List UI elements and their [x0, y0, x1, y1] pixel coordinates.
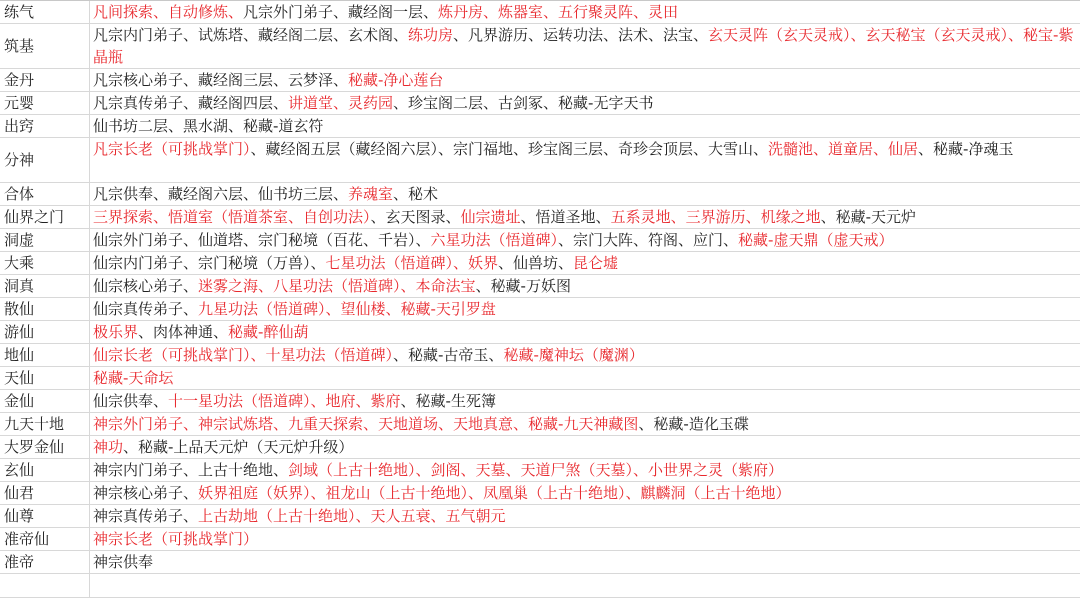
feature-text: 凡宗供奉、藏经阁六层、仙书坊三层、	[93, 185, 349, 203]
highlighted-feature-text: 五系灵地、三界游历、机缘之地	[610, 208, 821, 226]
feature-text: 仙宗内门弟子、宗门秘境（万兽）、	[93, 254, 326, 272]
feature-text: 神宗供奉	[93, 553, 154, 571]
realm-cell[interactable]: 游仙	[0, 321, 90, 343]
feature-text: 、藏经阁五层（藏经阁六层）、宗门福地、珍宝阁三层、奇珍会顶层、大雪山、	[250, 140, 769, 158]
realm-cell[interactable]: 分神	[0, 138, 90, 182]
table-row[interactable]	[0, 69, 1080, 92]
unlock-content-cell[interactable]	[90, 413, 1080, 435]
feature-text: 、秘藏-净魂玉	[918, 140, 1014, 158]
unlock-content-cell[interactable]	[90, 24, 1080, 68]
unlock-content-cell[interactable]	[90, 436, 1080, 458]
feature-text: 仙宗真传弟子、	[93, 300, 199, 318]
feature-text: 、肉体神通、	[138, 323, 229, 341]
highlighted-feature-text: 养魂室	[348, 185, 394, 203]
highlighted-feature-text: 凡宗长老（可挑战掌门）	[93, 140, 251, 158]
unlock-content-cell[interactable]	[90, 367, 1080, 389]
highlighted-feature-text: 仙宗遗址	[460, 208, 521, 226]
highlighted-feature-text: 十一星功法（悟道碑）、地府、紫府	[168, 392, 401, 410]
empty-table-row[interactable]	[0, 574, 1080, 598]
table-row[interactable]	[0, 138, 1080, 183]
table-row[interactable]	[0, 1, 1080, 24]
feature-text: 、珍宝阁二层、古剑冢、秘藏-无字天书	[393, 94, 654, 112]
realm-cell[interactable]: 金丹	[0, 69, 90, 91]
unlock-content-cell[interactable]	[90, 69, 1080, 91]
table-row[interactable]	[0, 321, 1080, 344]
realm-cell[interactable]: 合体	[0, 183, 90, 205]
table-row[interactable]	[0, 115, 1080, 138]
realm-cell[interactable]: 筑基	[0, 24, 90, 68]
feature-text: 、秘藏-上品天元炉（天元炉升级）	[123, 438, 354, 456]
feature-text: 、秘藏-造化玉碟	[638, 415, 749, 433]
unlock-content-cell[interactable]	[90, 1, 1080, 23]
unlock-content-cell[interactable]	[90, 321, 1080, 343]
realm-cell[interactable]: 准帝	[0, 551, 90, 573]
realm-cell[interactable]: 洞虚	[0, 229, 90, 251]
unlock-content-cell[interactable]	[90, 298, 1080, 320]
feature-text: 凡宗真传弟子、藏经阁四层、	[93, 94, 289, 112]
feature-text: 、仙兽坊、	[498, 254, 574, 272]
table-row[interactable]	[0, 459, 1080, 482]
feature-text: 仙宗外门弟子、仙道塔、宗门秘境（百花、千岩）、	[93, 231, 431, 249]
highlighted-feature-text: 玄天灵阵（玄天灵戒）、玄天秘宝（玄天灵戒）、秘宝-紫晶瓶	[93, 26, 1074, 66]
unlock-content-cell[interactable]	[90, 459, 1080, 481]
feature-text: 、凡界游历、运转功法、法术、法宝、	[453, 26, 709, 44]
feature-text: 仙宗核心弟子、	[93, 277, 199, 295]
feature-text: 、秘藏-生死簿	[400, 392, 496, 410]
highlighted-feature-text: 秘藏-醉仙葫	[228, 323, 309, 341]
unlock-content-cell[interactable]	[90, 138, 1080, 182]
unlock-content-cell[interactable]	[90, 229, 1080, 251]
unlock-content-cell[interactable]	[90, 206, 1080, 228]
realm-cell[interactable]: 金仙	[0, 390, 90, 412]
highlighted-feature-text: 剑域（上古十绝地）、剑阁、天墓、天道尸煞（天墓）、小世界之灵（紫府）	[288, 461, 784, 479]
unlock-content-cell[interactable]	[90, 252, 1080, 274]
realm-cell[interactable]: 玄仙	[0, 459, 90, 481]
feature-text: 仙书坊二层、黑水湖、秘藏-道玄符	[93, 117, 324, 135]
unlock-content-cell[interactable]	[90, 344, 1080, 366]
realm-cell[interactable]: 仙界之门	[0, 206, 90, 228]
table-row[interactable]	[0, 551, 1080, 574]
table-row[interactable]	[0, 390, 1080, 413]
feature-text: 凡宗外门弟子、藏经阁一层、	[243, 3, 439, 21]
feature-text: 神宗真传弟子、	[93, 507, 199, 525]
highlighted-feature-text: 神宗外门弟子、神宗试炼塔、九重天探索、天地道场、天地真意、秘藏-九天神藏图	[93, 415, 639, 433]
table-row[interactable]	[0, 183, 1080, 206]
feature-text: 、秘术	[393, 185, 439, 203]
highlighted-feature-text: 神宗长老（可挑战掌门）	[93, 530, 259, 548]
highlighted-feature-text: 上古劫地（上古十绝地）、天人五衰、五气朝元	[198, 507, 506, 525]
highlighted-feature-text: 九星功法（悟道碑）、望仙楼、秘藏-天引罗盘	[198, 300, 496, 318]
feature-text: 神宗核心弟子、	[93, 484, 199, 502]
table-row[interactable]	[0, 367, 1080, 390]
feature-text: 凡宗核心弟子、藏经阁三层、云梦泽、	[93, 71, 349, 89]
highlighted-feature-text: 神功	[93, 438, 124, 456]
realm-cell[interactable]: 地仙	[0, 344, 90, 366]
table-row[interactable]	[0, 344, 1080, 367]
feature-text: 凡宗内门弟子、试炼塔、藏经阁二层、玄术阁、	[93, 26, 409, 44]
highlighted-feature-text: 妖界祖庭（妖界）、祖龙山（上古十绝地）、凤凰巢（上古十绝地）、麒麟洞（上古十绝地）	[198, 484, 791, 502]
feature-text: 、悟道圣地、	[520, 208, 611, 226]
realm-cell[interactable]: 大罗金仙	[0, 436, 90, 458]
feature-text: 、玄天图录、	[370, 208, 461, 226]
highlighted-feature-text: 洗髓池、道童居、仙居	[768, 140, 919, 158]
realm-cell[interactable]: 大乘	[0, 252, 90, 274]
highlighted-feature-text: 讲道堂、灵药园	[288, 94, 394, 112]
highlighted-feature-text: 六星功法（悟道碑）	[430, 231, 559, 249]
highlighted-feature-text: 秘藏-魔神坛（魔渊）	[503, 346, 644, 364]
table-row[interactable]	[0, 229, 1080, 252]
unlock-content-cell[interactable]	[90, 528, 1080, 550]
unlock-content-cell[interactable]	[90, 505, 1080, 527]
highlighted-feature-text: 秘藏-虚天鼎（虚天戒）	[738, 231, 894, 249]
unlock-content-cell[interactable]	[90, 92, 1080, 114]
highlighted-feature-text: 练功房	[408, 26, 454, 44]
table-row[interactable]	[0, 528, 1080, 551]
unlock-content-cell[interactable]	[90, 183, 1080, 205]
table-row[interactable]	[0, 92, 1080, 115]
table-row[interactable]	[0, 275, 1080, 298]
unlock-content-cell[interactable]	[90, 115, 1080, 137]
feature-text: 、秘藏-古帝玉、	[393, 346, 504, 364]
realm-cell[interactable]: 散仙	[0, 298, 90, 320]
realm-cell[interactable]: 九天十地	[0, 413, 90, 435]
highlighted-feature-text: 三界探索、悟道室（悟道茶室、自创功法）	[93, 208, 371, 226]
table-row[interactable]	[0, 482, 1080, 505]
highlighted-feature-text: 迷雾之海、八星功法（悟道碑）、本命法宝	[198, 277, 476, 295]
realm-cell[interactable]: 仙尊	[0, 505, 90, 527]
table-row[interactable]	[0, 436, 1080, 459]
realm-cell[interactable]: 准帝仙	[0, 528, 90, 550]
unlock-content-cell[interactable]	[90, 390, 1080, 412]
table-row[interactable]	[0, 206, 1080, 229]
unlock-content-cell[interactable]	[90, 551, 1080, 573]
table-row[interactable]	[0, 298, 1080, 321]
highlighted-feature-text: 仙宗长老（可挑战掌门）、十星功法（悟道碑）	[93, 346, 394, 364]
realm-cell[interactable]: 出窍	[0, 115, 90, 137]
realm-cell[interactable]: 洞真	[0, 275, 90, 297]
highlighted-feature-text: 七星功法（悟道碑）、妖界	[325, 254, 499, 272]
realm-cell[interactable]: 练气	[0, 1, 90, 23]
table-row[interactable]	[0, 24, 1080, 69]
feature-text: 、秘藏-万妖图	[475, 277, 571, 295]
feature-text: 仙宗供奉、	[93, 392, 169, 410]
empty-cell[interactable]	[0, 574, 90, 597]
highlighted-feature-text: 秘藏-天命坛	[93, 369, 174, 387]
unlock-content-cell[interactable]	[90, 275, 1080, 297]
highlighted-feature-text: 秘藏-净心莲台	[348, 71, 444, 89]
unlock-content-cell[interactable]	[90, 482, 1080, 504]
feature-text: 神宗内门弟子、上古十绝地、	[93, 461, 289, 479]
table-row[interactable]	[0, 413, 1080, 436]
feature-text: 、宗门大阵、符阁、应门、	[558, 231, 739, 249]
highlighted-feature-text: 凡间探索、自动修炼、	[93, 3, 244, 21]
table-row[interactable]	[0, 505, 1080, 528]
highlighted-feature-text: 极乐界	[93, 323, 139, 341]
realm-cell[interactable]: 元婴	[0, 92, 90, 114]
highlighted-feature-text: 炼丹房、炼器室、五行聚灵阵、灵田	[438, 3, 679, 21]
feature-text: 、秘藏-天元炉	[820, 208, 916, 226]
realm-cell[interactable]: 仙君	[0, 482, 90, 504]
realm-cell[interactable]: 天仙	[0, 367, 90, 389]
table-row[interactable]	[0, 252, 1080, 275]
highlighted-feature-text: 昆仑墟	[573, 254, 619, 272]
